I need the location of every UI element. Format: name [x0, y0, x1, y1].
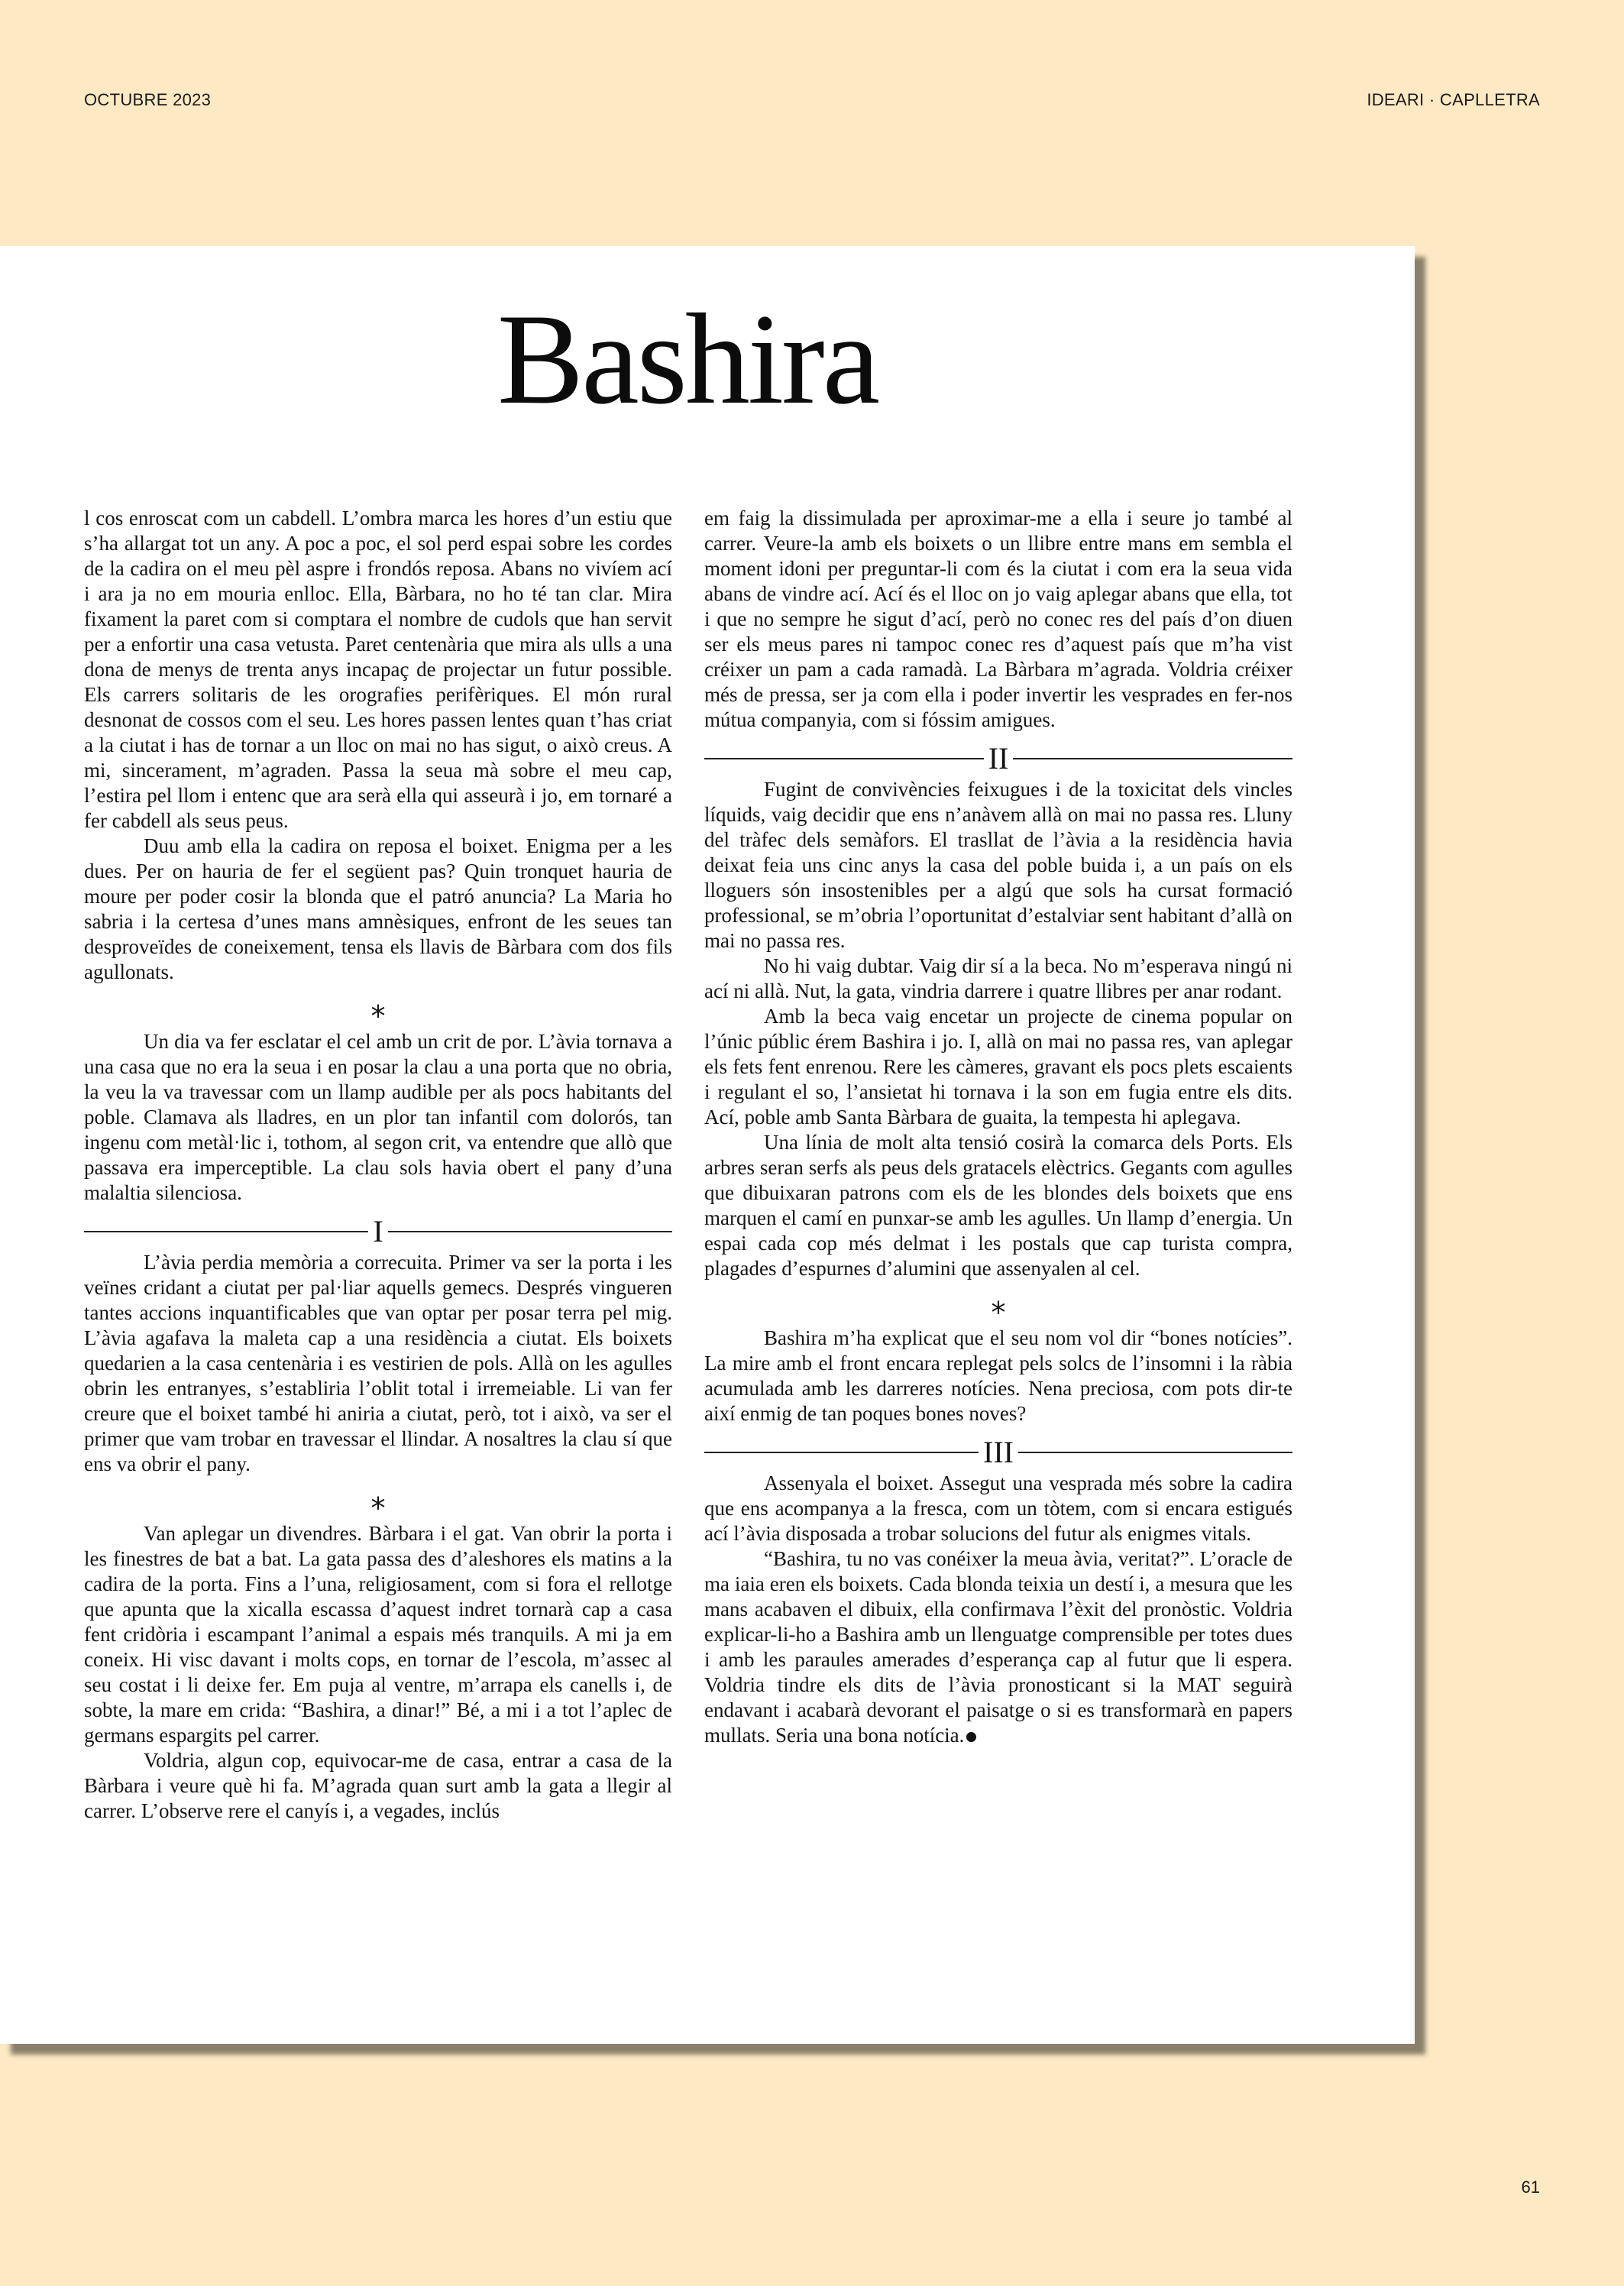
end-mark-icon [966, 1732, 976, 1742]
paragraph: Voldria, algun cop, equivocar-me de casa, entrar a casa de la Bàrbara i veure què hi fa. M’agrada quan surt amb la gata a llegir al carrer. L’observe rere el canyís i, a vegades, inclús [84, 1749, 672, 1822]
section-rule-left [84, 1231, 368, 1232]
section-rule-right [1018, 1452, 1292, 1453]
paragraph: No hi vaig dubtar. Vaig dir sí a la beca. No m’esperava ningú ni ací ni allà. Nut, la gata, vindria darrere i quatre llibres per anar rodant. [704, 954, 1292, 1002]
paragraph: Assenyala el boixet. Assegut una vesprada més sobre la cadira que ens acompanya a la fresca, com un tòtem, com si encara estigués ací l’àvia disposada a trobar solucions del futur als enigmes vitals. [704, 1472, 1292, 1545]
section-rule-left [704, 1452, 979, 1453]
header-publication: IDEARI · CAPLLETRA [1367, 90, 1540, 109]
section-rule-right [388, 1231, 672, 1232]
page-number: 61 [1521, 2178, 1540, 2197]
asterisk-separator: * [370, 1491, 386, 1525]
paragraph: Van aplegar un divendres. Bàrbara i el gat. Van obrir la porta i les finestres de bat a bat. La gata passa des d’aleshores els matins a la cadira de la porta. Fins a l’una, religiosament, com si fora el rellotge que apunta que la xicalla escassa d’aquest indret tornarà cap a casa fent cridòria i escampant l’animal a espais més tranquils. A mi ja em coneix. Hi visc davant i molts cops, en tornar de l’escola, m’assec al seu costat i li deixe fer. Em puja al ventre, m’arrapa els canells i, de sobte, la mare em crida: “Bashira, a dinar!” Bé, a mi i a tot l’aplec de germans espargits pel carrer. [84, 1522, 672, 1747]
section-heading [84, 1216, 672, 1247]
section-rule-left [704, 758, 984, 759]
final-paragraph [704, 1546, 1292, 1748]
section-numeral: I [373, 1214, 383, 1248]
article-title: Bashira [497, 287, 878, 431]
asterisk-separator: * [991, 1296, 1006, 1329]
section-rule-right [1013, 758, 1292, 759]
asterisk-separator: * [370, 999, 386, 1033]
paragraph: Bashira m’ha explicat que el seu nom vol dir “bones notícies”. La mire amb el front encara replegat pels solcs de l’insomni i la ràbia acumulada amb les darreres notícies. Nena preciosa, com pots dir-te així enmig de tan poques bones noves? [704, 1326, 1292, 1425]
paragraph: L’àvia perdia memòria a correcuita. Primer va ser la porta i les veïnes cridant a ciutat per pal·liar aquells gemecs. Després vingueren tantes accions inquantificables que van optar per posar terra pel mig. L’àvia agafava la maleta cap a una residència a ciutat. Els boixets quedarien a la casa centenària i es vestirien de pols. Allà on les agulles obrin les entranyes, s’establiria l’oblit total i irremeiable. Li van fer creure que el boixet també hi aniria a ciutat, però, tot i això, va ser el primer que vam trobar en travessar el llindar. A nosaltres la clau sí que ens va obrir el pany. [84, 1251, 672, 1475]
paragraph: Amb la beca vaig encetar un projecte de cinema popular on l’únic públic érem Bashira i jo. I, allà on mai no passa res, van aplegar els fets fent enrenou. Rere les càmeres, gravant els pocs plets escaients i regulant el so, l’ansietat hi tornava i la son em fugia entre els dits. Ací, poble amb Santa Bàrbara de guaita, la tempesta hi aplegava. [704, 1005, 1292, 1128]
section-numeral: III [983, 1435, 1014, 1469]
header-date: OCTUBRE 2023 [84, 90, 212, 109]
paragraph: Un dia va fer esclatar el cel amb un crit de por. L’àvia tornava a una casa que no era la seua i en posar la clau a una porta que no obria, la veu la va travessar com un llamp audible per als pocs habitants del poble. Clamava als lladres, en un plor tan infantil com dolorós, tan ingenu com metàl·lic i, tothom, al segon crit, va entendre que allò que passava era imperceptible. La clau sols havia obert el pany d’una malaltia silenciosa. [84, 1030, 672, 1204]
section-heading [704, 743, 1292, 774]
left-column [84, 506, 672, 1824]
final-paragraph-text: “Bashira, tu no vas conéixer la meua àvia, veritat?”. L’oracle de ma iaia eren els boixets. Cada blonda teixia un destí i, a mesura que les mans acabaven el dibuix, ella confirmava l’èxit del pronòstic. Voldria explicar-li-ho a Bashira amb un llenguatge comprensible per totes dues i amb les paraules amerades d’esperança cap al futur que li espera. Voldria tindre els dits de l’àvia pronosticant si la MAT seguirà endavant i acabarà devorant el paisatge o si es transformarà en papers mullats. Seria una bona notícia. [704, 1547, 1292, 1747]
right-column [704, 506, 1292, 1748]
paragraph: em faig la dissimulada per aproximar-me a ella i seure jo també al carrer. Veure-la amb els boixets o un llibre entre mans em sembla el moment idoni per preguntar-li com és la ciutat i com era la seua vida abans de vindre ací. Ací és el lloc on jo vaig aplegar abans que ella, tot i que no sempre he sigut d’ací, però no conec res del país d’on diuen ser els meus pares ni tampoc conec res d’aquest país que m’ha vist créixer un pam a cada ramadà. La Bàrbara m’agrada. Voldria créixer més de pressa, ser ja com ella i poder invertir les vesprades en fer-nos mútua companyia, com si fóssim amigues. [704, 507, 1292, 731]
paragraph: Duu amb ella la cadira on reposa el boixet. Enigma per a les dues. Per on hauria de fer el següent pas? Quin tronquet hauria de moure per poder cosir la blonda que el patró anuncia? La Maria ho sabria i la certesa d’unes mans amnèsiques, enfront de les seues tan desproveïdes de coneixement, tensa els llavis de Bàrbara com dos fils agullonats. [84, 834, 672, 983]
section-heading [704, 1437, 1292, 1468]
paragraph: Una línia de molt alta tensió cosirà la comarca dels Ports. Els arbres seran serfs als peus dels gratacels elèctrics. Gegants com agulles que dibuixaran patrons com els de les blondes dels boixets que ens marquen el camí en punxar-se amb les agulles. Un llamp d’energia. Un espai cada cop més delmat i les postals que cap turista compra, plagades d’espurnes d’alumini que assenyalen al cel. [704, 1131, 1292, 1280]
paragraph: l cos enroscat com un cabdell. L’ombra marca les hores d’un estiu que s’ha allargat tot un any. A poc a poc, el sol perd espai sobre les cordes de la cadira on el meu pèl aspre i frondós reposa. Abans no vivíem ací i ara ja no em mouria enlloc. Ella, Bàrbara, no ho té tan clar. Mira fixament la paret com si comptara el nombre de cudols que han servit per a enfortir una casa vetusta. Paret centenària que mira als ulls a una dona de menys de trenta anys incapaç de projectar un futur possible. Els carrers solitaris de les orografies perifèriques. El món rural desnonat de cossos com el seu. Les hores passen lentes quan t’has criat a la ciutat i has de tornar a un lloc on mai no has sigut, o això creus. A mi, sincerament, m’agraden. Passa la seua mà sobre el meu cap, l’estira pel llom i entenc que ara serà ella qui asseurà i jo, em tornaré a fer cabdell als seus peus. [84, 507, 672, 832]
section-numeral: II [988, 741, 1009, 775]
paragraph: Fugint de convivències feixugues i de la toxicitat dels vincles líquids, vaig decidir que ens n’anàvem allà on mai no passa res. Lluny del tràfec dels semàfors. El trasllat de l’àvia a la residència havia deixat feia uns cinc anys la casa del poble buida i, a un país on els lloguers són insostenibles per a algú que sols ha cursat formació professional, se m’obria l’oportunitat d’estalviar sent habitant d’allà on mai no passa res. [704, 778, 1292, 952]
